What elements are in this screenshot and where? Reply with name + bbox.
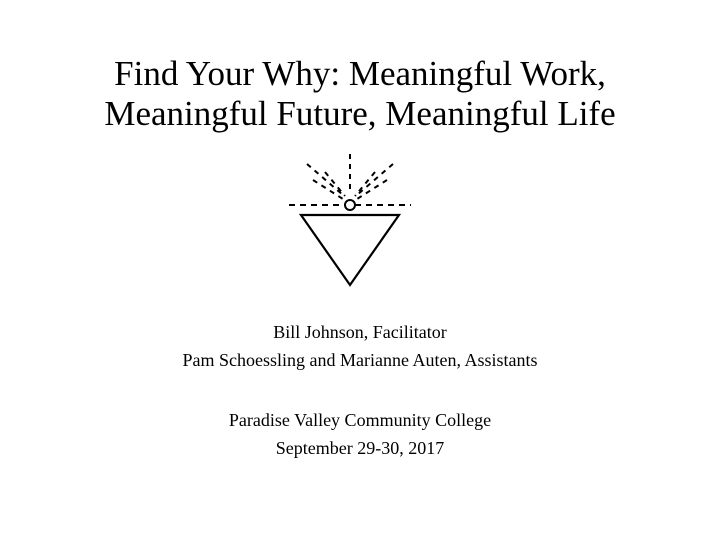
credits-block <box>0 318 720 374</box>
institution-line: Paradise Valley Community College <box>228 410 492 430</box>
assistants-line: Pam Schoessling and Marianne Auten, Assistants <box>182 350 538 370</box>
venue-block <box>0 406 720 462</box>
title-line-2: Meaningful Future, Meaningful Life <box>104 94 616 133</box>
slide-title <box>0 54 720 134</box>
facilitator-line: Bill Johnson, Facilitator <box>273 322 447 342</box>
title-line-1: Find Your Why: Meaningful Work, <box>114 54 606 93</box>
dates-line: September 29-30, 2017 <box>275 438 445 458</box>
sunrise-triangle-icon <box>285 150 415 290</box>
